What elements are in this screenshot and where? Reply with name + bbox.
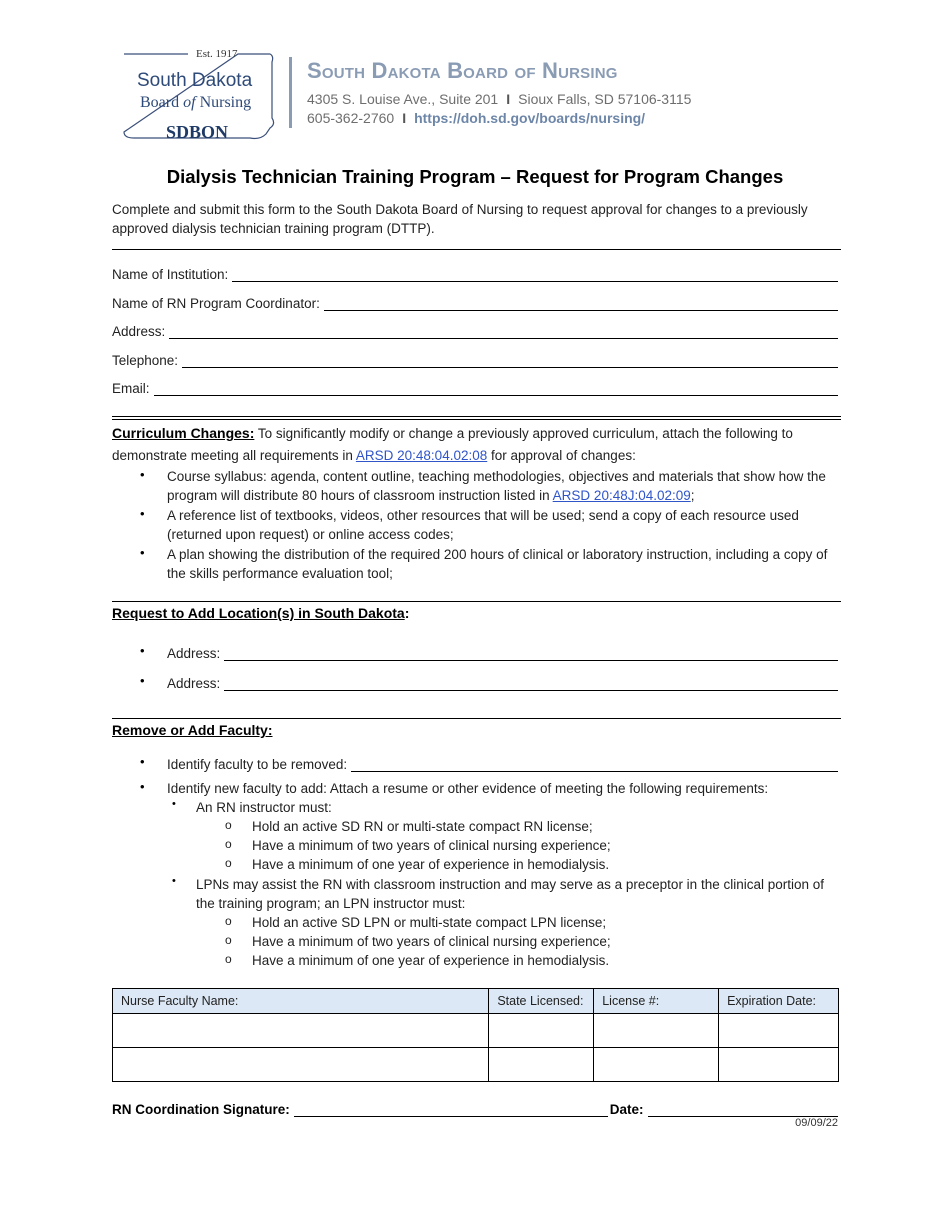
arsd-link-2[interactable]: ARSD 20:48J:04.02:09 xyxy=(552,488,691,503)
remove-faculty-field[interactable]: Identify faculty to be removed: xyxy=(167,752,838,772)
email-input[interactable] xyxy=(154,381,838,396)
org-address: 4305 S. Louise Ave., Suite 201 I Sioux Falls, SD 57106-3115 xyxy=(307,91,692,107)
coordinator-input[interactable] xyxy=(324,296,838,311)
location-address-field-2[interactable]: Address: xyxy=(167,671,838,691)
faculty-table xyxy=(112,988,839,1082)
table-cell[interactable] xyxy=(594,1048,719,1082)
arsd-link-1[interactable]: ARSD 20:48:04.02:08 xyxy=(355,448,488,463)
locations-heading: Request to Add Location(s) in South Dakota: xyxy=(112,605,410,621)
institution-input[interactable] xyxy=(232,267,838,282)
logo-abbr: SDBON xyxy=(166,122,229,142)
table-cell[interactable] xyxy=(594,1014,719,1048)
circle-bullet-icon: o xyxy=(225,933,232,947)
table-cell[interactable] xyxy=(113,1014,489,1048)
faculty-heading: Remove or Add Faculty: xyxy=(112,722,273,738)
coordinator-field[interactable]: Name of RN Program Coordinator: xyxy=(112,291,838,311)
address-input[interactable] xyxy=(169,324,838,339)
curriculum-intro: Curriculum Changes: To significantly modify or change a previously approved curriculum, attach the following to demonstrate meeting all requirements in ARSD 20:48:04.02:08 for approval of changes: xyxy=(112,425,793,463)
remove-faculty-input[interactable] xyxy=(351,757,838,772)
table-cell[interactable] xyxy=(489,1048,594,1082)
lpn-instructor-intro: LPNs may assist the RN with classroom instruction and may serve as a preceptor in the clinical portion of the training program; an LPN instructor must: xyxy=(196,877,825,911)
curriculum-bullet-3: A plan showing the distribution of the required 200 hours of clinical or laboratory instruction, including a copy of the skills performance evaluation tool; xyxy=(167,547,828,581)
table-row xyxy=(113,1048,839,1082)
curriculum-bullet-1: Course syllabus: agenda, content outline, teaching methodologies, objectives and materials that show how the program will distribute 80 hours of classroom instruction listed in ARSD 20:48J:04.02:09; xyxy=(167,469,826,503)
rn-instructor-intro: An RN instructor must: xyxy=(196,800,332,815)
header-divider xyxy=(289,57,292,128)
location-address-input-1[interactable] xyxy=(224,646,838,661)
section-divider xyxy=(112,416,841,420)
telephone-input[interactable] xyxy=(182,353,838,368)
lpn-requirement: Have a minimum of two years of clinical nursing experience; xyxy=(252,934,611,949)
lpn-requirement: Have a minimum of one year of experience in hemodialysis. xyxy=(252,953,610,968)
table-cell[interactable] xyxy=(719,1014,839,1048)
table-cell[interactable] xyxy=(489,1014,594,1048)
bullet-icon: • xyxy=(140,754,145,769)
bullet-icon: • xyxy=(140,643,145,658)
signature-label: RN Coordination Signature: xyxy=(112,1102,290,1117)
logo-est: Est. 1917 xyxy=(196,48,238,60)
circle-bullet-icon: o xyxy=(225,818,232,832)
institution-field[interactable]: Name of Institution: xyxy=(112,262,838,282)
signature-row xyxy=(112,1097,838,1117)
page-title: Dialysis Technician Training Program – Request for Program Changes xyxy=(166,166,784,187)
curriculum-heading: Curriculum Changes: xyxy=(112,425,255,441)
curriculum-bullet-2: A reference list of textbooks, videos, other resources that will be used; send a copy of each resource used (returned upon request) or online access codes; xyxy=(167,508,799,542)
rn-requirement: Have a minimum of one year of experience in hemodialysis. xyxy=(252,857,610,872)
table-cell[interactable] xyxy=(719,1048,839,1082)
circle-bullet-icon: o xyxy=(225,856,232,870)
logo-state: South Dakota xyxy=(137,70,253,91)
add-faculty-text: Identify new faculty to add: Attach a resume or other evidence of meeting the following requirements: xyxy=(167,781,769,796)
org-website-link[interactable]: https://doh.sd.gov/boards/nursing/ xyxy=(414,110,646,126)
sdbon-logo xyxy=(120,48,280,148)
org-name: South Dakota Board of Nursing xyxy=(307,58,618,83)
org-contact: 605-362-2760 I https://doh.sd.gov/boards/nursing/ xyxy=(307,110,646,126)
bullet-icon: • xyxy=(140,467,145,482)
intro-text: Complete and submit this form to the South Dakota Board of Nursing to request approval for changes to a previously approved dialysis technician training program (DTTP). xyxy=(112,202,808,236)
date-input[interactable] xyxy=(648,1102,838,1117)
circle-bullet-icon: o xyxy=(225,837,232,851)
bullet-icon: • xyxy=(172,798,176,810)
location-address-field-1[interactable]: Address: xyxy=(167,641,838,661)
bullet-icon: • xyxy=(140,506,145,521)
col-state-licensed: State Licensed: xyxy=(489,989,594,1014)
bullet-icon: • xyxy=(140,545,145,560)
email-field[interactable]: Email: xyxy=(112,376,838,396)
rn-requirement: Hold an active SD RN or multi-state compact RN license; xyxy=(252,819,593,834)
location-address-input-2[interactable] xyxy=(224,676,838,691)
col-nurse-faculty-name: Nurse Faculty Name: xyxy=(113,989,489,1014)
col-license-number: License #: xyxy=(594,989,719,1014)
telephone-field[interactable]: Telephone: xyxy=(112,348,838,368)
form-version: 09/09/22 xyxy=(795,1117,838,1129)
table-row xyxy=(113,1014,839,1048)
section-divider xyxy=(112,249,841,250)
circle-bullet-icon: o xyxy=(225,952,232,966)
table-header-row xyxy=(113,989,839,1014)
logo-board: Board of Nursing xyxy=(140,94,252,111)
bullet-icon: • xyxy=(140,673,145,688)
date-label: Date: xyxy=(609,1102,644,1117)
col-expiration-date: Expiration Date: xyxy=(719,989,839,1014)
lpn-requirement: Hold an active SD LPN or multi-state compact LPN license; xyxy=(252,915,607,930)
signature-input[interactable] xyxy=(294,1102,608,1117)
bullet-icon: • xyxy=(140,779,145,794)
rn-requirement: Have a minimum of two years of clinical nursing experience; xyxy=(252,838,611,853)
circle-bullet-icon: o xyxy=(225,914,232,928)
section-divider xyxy=(112,601,841,602)
bullet-icon: • xyxy=(172,875,176,887)
table-cell[interactable] xyxy=(113,1048,489,1082)
section-divider xyxy=(112,718,841,719)
address-field[interactable]: Address: xyxy=(112,319,838,339)
org-phone: 605-362-2760 xyxy=(307,110,395,126)
